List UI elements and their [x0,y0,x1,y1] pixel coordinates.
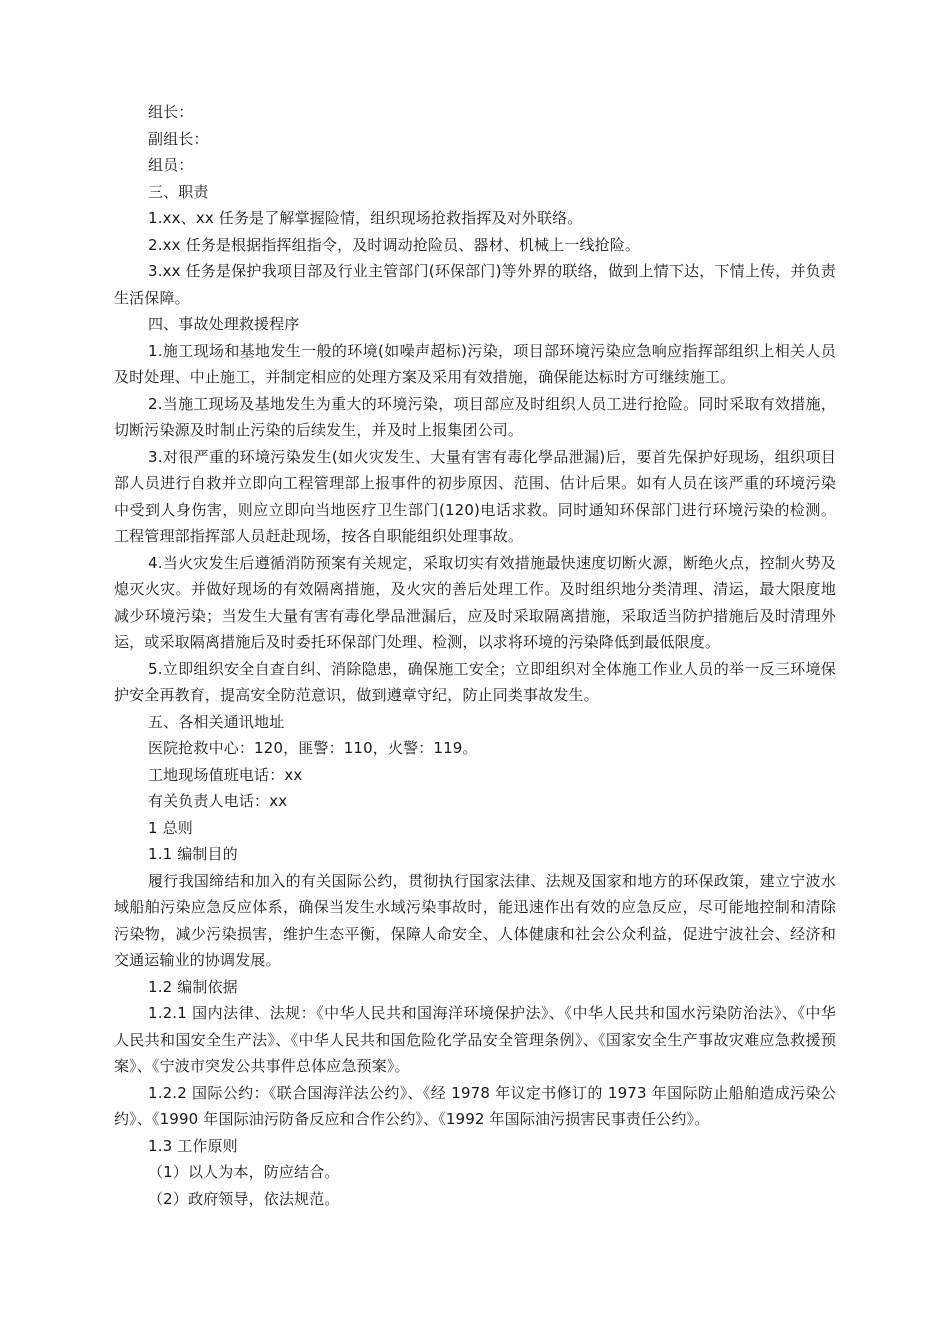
paragraph-duty-1: 1.xx、xx 任务是了解掌握险情，组织现场抢救指挥及对外联络。 [148,209,583,227]
paragraph-procedure-4: 4.当火灾发生后遵循消防预案有关规定，采取切实有效措施最快速度切断火源，断绝火点，控制火势及熄灭火灾。并做好现场的有效隔离措施，及火灾的善后处理工作。及时组织地分类清理、清运，最大限度地减少环境污染；当发生大量有害有毒化學品泄漏后，应及时采取隔离措施，采取适当防护措施后及时清理外运，或采取隔离措施后及时委托环保部门处理、检测，以求将环境的污染降低到最低限度。 [114,553,836,651]
paragraph-domestic-laws: 1.2.1 国内法律、法规：《中华人民共和国海洋环境保护法》、《中华人民共和国水污染防治法》、《中华人民共和国安全生产法》、《中华人民共和国危险化学品安全管理条例》、《国家安全生产事故灾难应急救援预案》、《宁波市突发公共事件总体应急预案》。 [114,1004,836,1075]
heading-contacts: 五、各相关通讯地址 [148,712,285,731]
heading-duties: 三、职责 [148,182,209,201]
paragraph-procedure-2: 2.当施工现场及基地发生为重大的环境污染，项目部应及时组织人员工进行抢险。同时采取有效措施，切断污染源及时制止污染的后续发生，并及时上报集团公司。 [114,394,836,439]
paragraph-principle-2: （2）政府领导，依法规范。 [148,1189,340,1208]
paragraph-site-phone: 工地现场值班电话：xx [148,765,303,784]
document-page [114,99,836,1212]
paragraph-procedure-1: 1.施工现场和基地发生一般的环境(如噪声超标)污染，项目部环境污染应急响应指挥部组织上相关人员及时处理、中止施工，并制定相应的处理方案及采用有效措施，确保能达标时方可继续施工。 [114,341,836,386]
paragraph-deputy-leader: 副组长： [148,129,209,148]
paragraph-members: 组员： [148,156,194,174]
heading-general: 1 总则 [148,818,193,837]
paragraph-duty-2: 2.xx 任务是根据指挥组指令，及时调动抢险员、器材、机械上一线抢险。 [148,235,641,254]
heading-basis: 1.2 编制依据 [148,977,238,996]
paragraph-emergency-numbers: 医院抢救中心：120，匪警：110，火警：119。 [148,739,478,757]
paragraph-purpose: 履行我国缔结和加入的有关国际公约，贯彻执行国家法律、法规及国家和地方的环保政策，建立宁波水域船舶污染应急反应体系，确保当发生水域污染事故时，能迅速作出有效的应急反应，尽可能地控制和清除污染物，减少污染损害，维护生态平衡，保障人命安全、人体健康和社会公众利益，促进宁波社会、经济和交通运输业的协调发展。 [114,871,836,969]
heading-principles: 1.3 工作原则 [148,1136,238,1155]
heading-accident-procedure: 四、事故处理救援程序 [148,315,300,333]
paragraph-duty-3: 3.xx 任务是保护我项目部及行业主管部门(环保部门)等外界的联络，做到上情下达，下情上传，并负责生活保障。 [114,262,836,307]
paragraph-procedure-5: 5.立即组织安全自查自纠、消除隐患，确保施工安全；立即组织对全体施工作业人员的举一反三环境保护安全再教育，提高安全防范意识，做到遵章守纪，防止同类事故发生。 [114,659,836,704]
paragraph-procedure-3: 3.对很严重的环境污染发生(如火灾发生、大量有害有毒化學品泄漏)后，要首先保护好现场，组织项目部人员进行自救并立即向工程管理部上报事件的初步原因、范围、估计后果。如有人员在该严重的环境污染中受到人身伤害，则应立即向当地医疗卫生部门(120)电话求救。同时通知环保部门进行环境污染的检测。工程管理部指挥部人员赶赴现场，按各自职能组织处理事故。 [114,447,836,545]
paragraph-team-leader: 组长： [148,103,194,121]
paragraph-principle-1: （1）以人为本，防应结合。 [148,1163,340,1181]
heading-purpose: 1.1 编制目的 [148,845,238,863]
paragraph-manager-phone: 有关负责人电话：xx [148,792,288,810]
paragraph-international-conventions: 1.2.2 国际公约：《联合国海洋法公约》、《经 1978 年议定书修订的 1973 年国际防止船舶造成污染公约》、《1990 年国际油污防备反应和合作公约》、《1992 年国际油污损害民事责任公约》。 [114,1083,836,1128]
